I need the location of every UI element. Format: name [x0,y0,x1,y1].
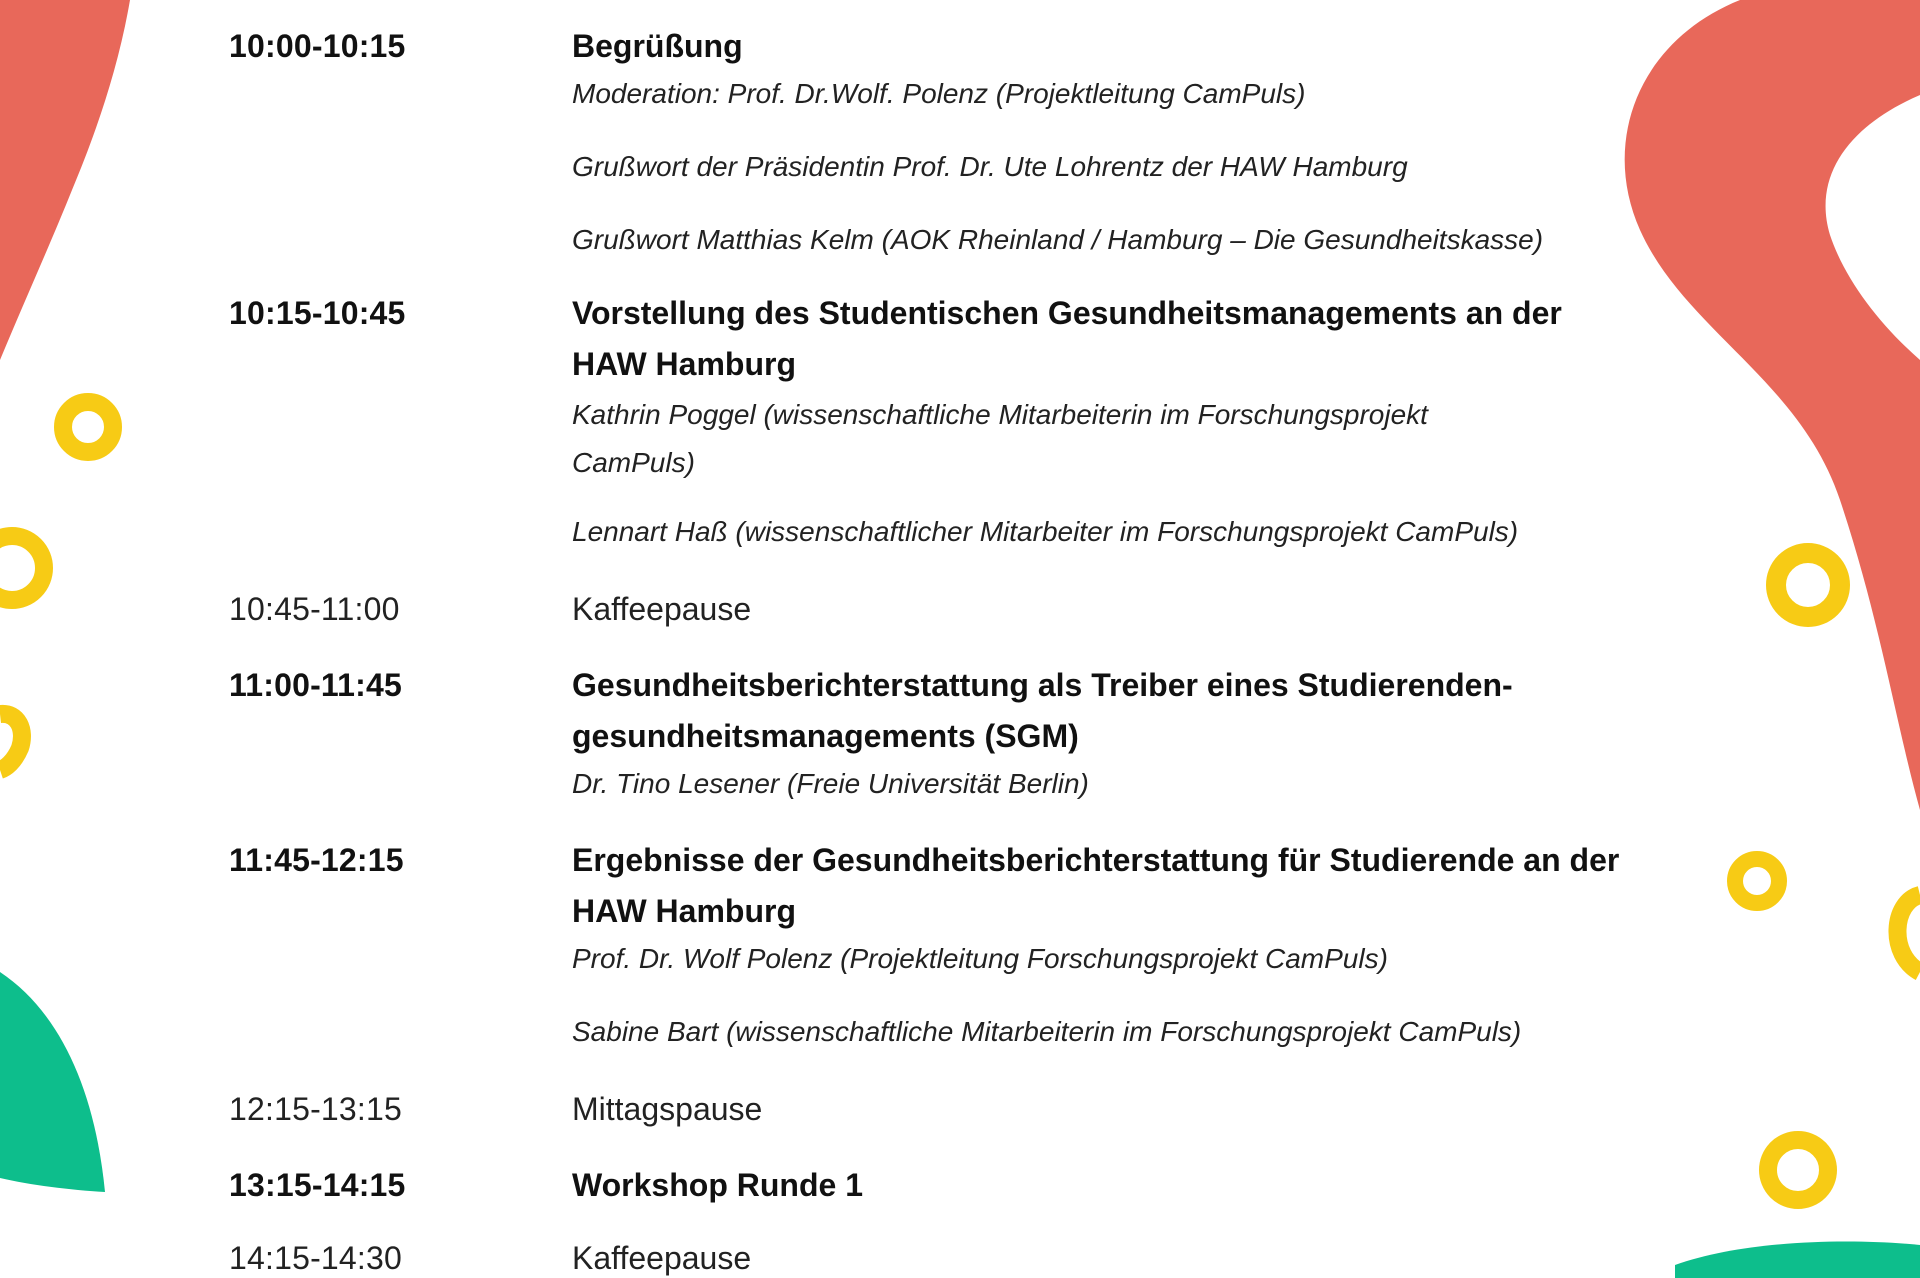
agenda-speaker: Moderation: Prof. Dr.Wolf. Polenz (Projektleitung CamPuls) [572,78,1306,109]
agenda-speaker: Prof. Dr. Wolf Polenz (Projektleitung Forschungsprojekt CamPuls) [572,943,1388,974]
agenda-speaker: Sabine Bart (wissenschaftliche Mitarbeiterin im Forschungsprojekt CamPuls) [572,1016,1522,1047]
agenda-title: Gesundheitsberichterstattung als Treiber eines Studierenden- [572,667,1513,703]
agenda-speaker: CamPuls) [572,447,695,478]
agenda-time: 10:15-10:45 [229,295,406,331]
agenda-time: 14:15-14:30 [229,1240,403,1276]
agenda-time: 12:15-13:15 [229,1091,403,1127]
agenda-title: Begrüßung [572,28,743,64]
agenda-title: Kaffeepause [572,1240,752,1276]
agenda-title: Mittagspause [572,1091,763,1127]
agenda-speaker: Grußwort der Präsidentin Prof. Dr. Ute Lohrentz der HAW Hamburg [572,151,1408,182]
agenda-speaker: Kathrin Poggel (wissenschaftliche Mitarbeiterin im Forschungsprojekt [572,399,1428,430]
agenda-title: Workshop Runde 1 [572,1167,863,1203]
agenda-title: Ergebnisse der Gesundheitsberichterstattung für Studierende an der [572,842,1620,878]
agenda-time: 10:00-10:15 [229,28,406,64]
agenda-title: Kaffeepause [572,591,752,627]
agenda-title: HAW Hamburg [572,893,796,929]
agenda-time: 13:15-14:15 [229,1167,406,1203]
agenda-title: gesundheitsmanagements (SGM) [572,718,1079,754]
agenda-title: HAW Hamburg [572,346,796,382]
agenda-speaker: Dr. Tino Lesener (Freie Universität Berlin) [572,768,1089,799]
agenda-speaker: Grußwort Matthias Kelm (AOK Rheinland / Hamburg – Die Gesundheitskasse) [572,224,1544,255]
agenda-speaker: Lennart Haß (wissenschaftlicher Mitarbeiter im Forschungsprojekt CamPuls) [572,516,1519,547]
agenda-time: 11:00-11:45 [229,667,403,703]
agenda-time: 11:45-12:15 [229,842,404,878]
agenda-time: 10:45-11:00 [229,591,400,627]
agenda-title: Vorstellung des Studentischen Gesundheitsmanagements an der [572,295,1562,331]
